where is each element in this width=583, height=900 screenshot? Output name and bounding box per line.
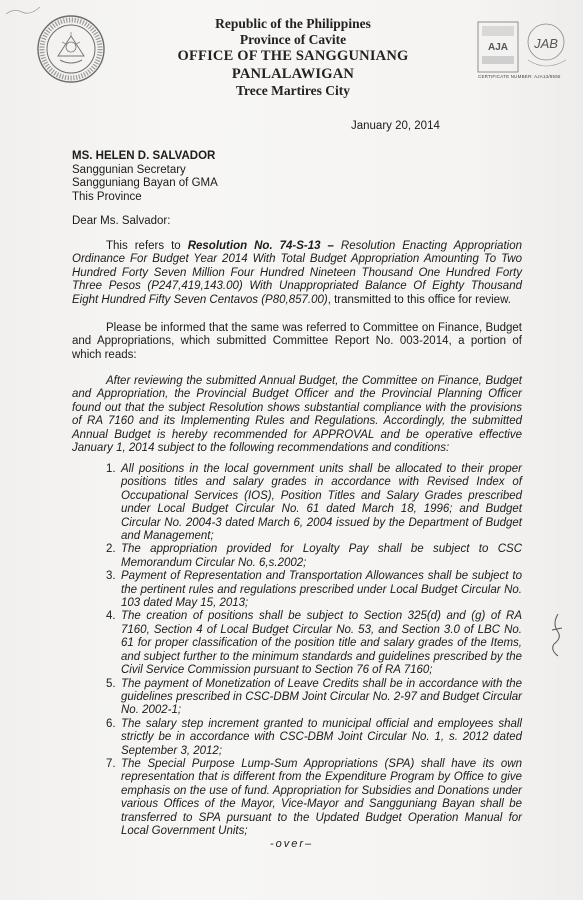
letterhead [118, 16, 468, 99]
conditions-list [108, 463, 522, 838]
provincial-seal-icon [36, 14, 106, 84]
list-text: The appropriation provided for Loyalty Pay shall be subject to CSC Memorandum Circular No. 6,s.2002; [121, 543, 522, 569]
list-number: 3. [106, 570, 116, 583]
svg-text:JAB: JAB [534, 36, 558, 51]
salutation: Dear Ms. Salvador: [72, 215, 171, 227]
list-text: The Special Purpose Lump-Sum Appropriations (SPA) shall have its own representation that is different from the Expenditure Program by Office to give emphasis on the use of fund. Appropriation for Subsidies and Donations under various Offices of the Mayor, Vice-Mayor and Sangguniang Bayan shall be transferred to SPA pursuant to the Updated Budget Operation Manual for Local Government Units; [121, 757, 522, 837]
paragraph-referral: Please be informed that the same was referred to Committee on Finance, Budget and Appropriations, which submitted Committee Report No. 003-2014, a portion of which reads: [72, 322, 522, 361]
certificate-number: CERTIFICATE NUMBER: AJA13/8555 [478, 74, 561, 79]
list-item [108, 543, 522, 570]
recipient-block [72, 150, 218, 204]
recipient-name: MS. HELEN D. SALVADOR [72, 150, 216, 162]
list-text: The payment of Monetization of Leave Credits shall be in accordance with the guidelines prescribed in CSC-DBM Joint Circular No. 2-97 and Budget Circular No. 2002-1; [121, 677, 522, 717]
list-number: 7. [106, 757, 116, 770]
list-item [108, 610, 522, 677]
list-item [108, 463, 522, 543]
list-item [108, 758, 522, 838]
svg-text:AJA: AJA [487, 42, 509, 53]
paragraph-committee-report: After reviewing the submitted Annual Budget, the Committee on Finance, Budget and Appropriation, the Provincial Budget Officer and the Provincial Planning Officer found out that the subject Resolution shows substantial compliance with the provisions of RA 7160 and its Implementing Rules and Regulations. Accordingly, the submitted Annual Budget is hereby recommended for APPROVAL and be operative effective January 1, 2014 subject to the following recommendations and conditions: [72, 375, 522, 455]
para1-lead: This refers to [106, 240, 188, 252]
list-item [108, 570, 522, 610]
list-number: 1. [106, 463, 116, 475]
letterhead-city: Trece Martires City [236, 83, 350, 98]
para1-tail: , transmitted to this office for review. [327, 293, 511, 306]
certification-logos-icon [476, 20, 572, 78]
recipient-title: Sanggunian Secretary [72, 163, 186, 176]
paragraph-reference [72, 240, 522, 307]
list-text: The creation of positions shall be subject to Section 325(d) and (g) of RA 7160, Section 4 of Local Budget Circular No. 53, and Section 3.0 of LBC No. 61 for proper classification of the position title and salary grades of the Items, and subject further to the minimum standards and guidelines prescribed by the Civil Service Commission pursuant to Section 76 of RA 7160; [121, 610, 522, 677]
list-text: Payment of Representation and Transportation Allowances shall be subject to the pertinent rules and regulations prescribed under Local Budget Circular No. 103 dated May 15, 2013; [121, 570, 522, 610]
list-number: 2. [106, 543, 116, 556]
list-number: 4. [106, 610, 116, 623]
list-item [108, 718, 522, 758]
handwritten-initials-icon [546, 610, 566, 662]
letterhead-office: OFFICE OF THE SANGGUNIANG PANLALAWIGAN [177, 48, 409, 82]
list-item [108, 678, 522, 718]
letterhead-province: Province of Cavite [239, 32, 347, 47]
list-text: All positions in the local government units shall be allocated to their proper positions titles and salary grades in accordance with Revised Index of Occupational Services (IOS), Position Titles and Salary Grades prescribed under Local Budget Circular No. 61 dated March 18, 1996; and Budget Circular No. 2004-3 dated March 6, 2004 issued by the Department of Budget and Management; [121, 463, 522, 543]
recipient-office: Sangguniang Bayan of GMA [72, 177, 218, 190]
resolution-title: Resolution Enacting Appropriation Ordinance For Budget Year 2014 With Total Budget Appropriation Amounting To Two Hundred Forty Seven Million Four Hundred Nineteen Thousand One Hundred Forty Three Pesos (P247,419,143.00) With Unappropriated Balance Of Eighty Thousand Eight Hundred Fifty Seven Centavos (P80,857.00) [72, 240, 522, 306]
letterhead-republic: Republic of the Philippines [215, 16, 371, 31]
recipient-location: This Province [72, 190, 142, 203]
page-continuation: -over– [270, 838, 314, 850]
list-number: 5. [106, 677, 116, 690]
list-number: 6. [106, 717, 116, 730]
resolution-number: Resolution No. 74-S-13 – [187, 240, 334, 252]
letter-date: January 20, 2014 [351, 120, 440, 132]
list-text: The salary step increment granted to municipal official and employees shall strictly be in accordance with CSC-DBM Joint Circular No. 1, s. 2012 dated September 3, 2012; [121, 717, 522, 757]
